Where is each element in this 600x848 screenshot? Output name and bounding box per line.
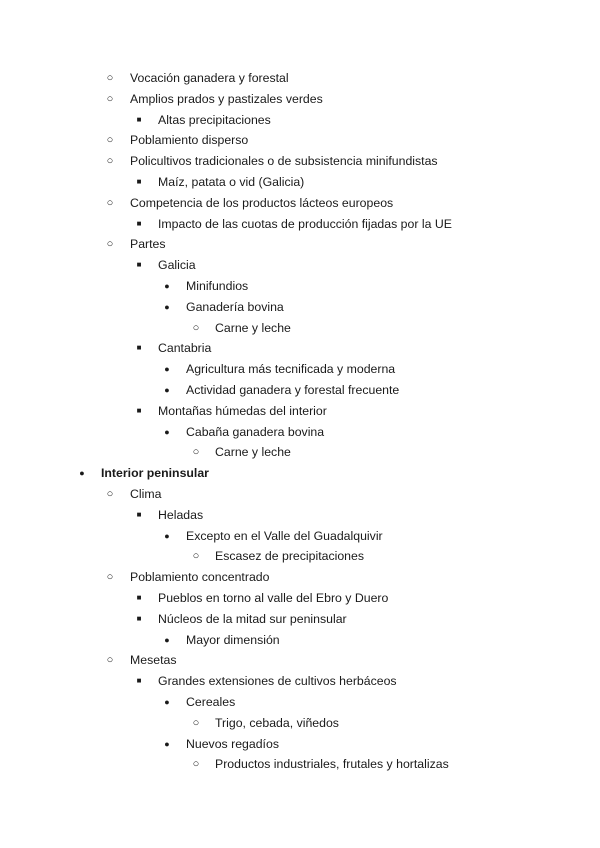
- square-bullet-icon: ■: [136, 613, 142, 623]
- outline-item-text: Ganadería bovina: [186, 299, 284, 314]
- outline-item: [0, 110, 600, 131]
- outline-item-text: Vocación ganadera y forestal: [130, 71, 289, 85]
- outline-item: [0, 297, 600, 318]
- outline-item: [0, 68, 600, 89]
- circle-bullet-icon: ○: [106, 654, 114, 667]
- outline-item: [0, 151, 600, 172]
- square-bullet-icon: ■: [136, 176, 142, 186]
- outline-item-text: Altas precipitaciones: [158, 112, 271, 127]
- circle-bullet-icon: ○: [106, 134, 114, 147]
- square-bullet-icon: ■: [136, 509, 142, 519]
- outline-item: [0, 255, 600, 276]
- outline-item: [0, 609, 600, 630]
- circle-bullet-icon: ○: [106, 92, 114, 105]
- circle-bullet-icon: ○: [106, 238, 114, 251]
- outline-item-text: Escasez de precipitaciones: [215, 549, 365, 564]
- disc-bullet-icon: ●: [164, 530, 170, 541]
- outline-item-text: Maíz, patata o vid (Galicia): [158, 174, 305, 189]
- outline-item-text: Heladas: [158, 507, 204, 522]
- circle-bullet-icon: ○: [192, 758, 200, 771]
- disc-bullet-icon: ●: [164, 426, 170, 437]
- square-bullet-icon: ■: [136, 114, 142, 124]
- circle-bullet-icon: ○: [192, 446, 200, 459]
- outline-item-text: Pueblos en torno al valle del Ebro y Duero: [158, 590, 389, 605]
- outline-item: [0, 734, 600, 755]
- outline-item: [0, 567, 600, 588]
- disc-bullet-icon: ●: [164, 280, 170, 291]
- disc-bullet-icon: ●: [164, 696, 170, 707]
- outline-item: [0, 588, 600, 609]
- outline-item: [0, 526, 600, 547]
- outline-item-text: Actividad ganadera y forestal frecuente: [186, 382, 400, 397]
- outline-item-text: Cabaña ganadera bovina: [186, 424, 325, 439]
- outline-item-text: Partes: [130, 237, 166, 252]
- outline-item: [0, 130, 600, 151]
- outline-item-text: Grandes extensiones de cultivos herbáceos: [158, 674, 397, 689]
- outline-item: [0, 546, 600, 567]
- circle-bullet-icon: ○: [192, 550, 200, 563]
- outline-item-text: Productos industriales, frutales y hortalizas: [215, 757, 449, 772]
- outline-item-text: Carne y leche: [215, 320, 291, 335]
- circle-bullet-icon: ○: [106, 155, 114, 168]
- circle-bullet-icon: ○: [106, 196, 114, 209]
- outline-item-text: Clima: [130, 486, 162, 501]
- outline-item: [0, 671, 600, 692]
- outline-item-text: Carne y leche: [215, 445, 291, 460]
- outline-item: [0, 505, 600, 526]
- disc-bullet-icon: ●: [164, 301, 170, 312]
- outline-item-text: Amplios prados y pastizales verdes: [130, 91, 323, 106]
- circle-bullet-icon: ○: [192, 321, 200, 334]
- outline-item: [0, 234, 600, 255]
- outline-item-text: Nuevos regadíos: [186, 736, 279, 751]
- outline-item-text: Cantabria: [158, 341, 212, 356]
- circle-bullet-icon: ○: [192, 716, 200, 729]
- circle-bullet-icon: ○: [106, 487, 114, 500]
- outline-item-text: Excepto en el Valle del Guadalquivir: [186, 528, 383, 543]
- outline-item: [0, 422, 600, 443]
- disc-bullet-icon: ●: [164, 738, 170, 749]
- circle-bullet-icon: ○: [106, 72, 114, 84]
- circle-bullet-icon: ○: [106, 571, 114, 584]
- outline-item: [0, 359, 600, 380]
- outline-item: [0, 276, 600, 297]
- outline-item-text: Agricultura más tecnificada y moderna: [186, 362, 396, 377]
- document-outline: [0, 68, 600, 775]
- outline-item: [0, 193, 600, 214]
- disc-bullet-icon: ●: [79, 468, 85, 479]
- outline-item: [0, 380, 600, 401]
- outline-item-text: Montañas húmedas del interior: [158, 403, 327, 418]
- square-bullet-icon: ■: [136, 218, 142, 228]
- disc-bullet-icon: ●: [164, 364, 170, 375]
- outline-item: [0, 484, 600, 505]
- outline-item: [0, 401, 600, 422]
- outline-item-text: Poblamiento disperso: [130, 133, 249, 148]
- square-bullet-icon: ■: [136, 676, 142, 686]
- outline-item: [0, 89, 600, 110]
- outline-item: [0, 172, 600, 193]
- square-bullet-icon: ■: [136, 343, 142, 353]
- square-bullet-icon: ■: [136, 592, 142, 602]
- outline-item-text: Interior peninsular: [101, 466, 209, 481]
- square-bullet-icon: ■: [136, 405, 142, 415]
- disc-bullet-icon: ●: [164, 634, 170, 645]
- outline-item: [0, 692, 600, 713]
- outline-item-text: Trigo, cebada, viñedos: [215, 715, 339, 730]
- outline-item: [0, 713, 600, 734]
- outline-item-text: Mesetas: [130, 653, 177, 668]
- outline-item-text: Impacto de las cuotas de producción fijadas por la UE: [158, 216, 452, 231]
- outline-item: [0, 214, 600, 235]
- outline-item-text: Cereales: [186, 694, 236, 709]
- outline-item: [0, 442, 600, 463]
- outline-item-text: Núcleos de la mitad sur peninsular: [158, 611, 347, 626]
- outline-item: [0, 754, 600, 775]
- outline-item: [0, 630, 600, 651]
- outline-item-text: Policultivos tradicionales o de subsistencia minifundistas: [130, 154, 438, 169]
- outline-item: [0, 463, 600, 484]
- outline-item: [0, 338, 600, 359]
- outline-item-text: Competencia de los productos lácteos europeos: [130, 195, 394, 210]
- outline-item-text: Galicia: [158, 258, 196, 273]
- outline-item-text: Minifundios: [186, 278, 249, 293]
- square-bullet-icon: ■: [136, 260, 142, 270]
- outline-item: [0, 318, 600, 339]
- outline-item: [0, 650, 600, 671]
- disc-bullet-icon: ●: [164, 384, 170, 395]
- outline-item-text: Mayor dimensión: [186, 632, 280, 647]
- outline-item-text: Poblamiento concentrado: [130, 570, 270, 585]
